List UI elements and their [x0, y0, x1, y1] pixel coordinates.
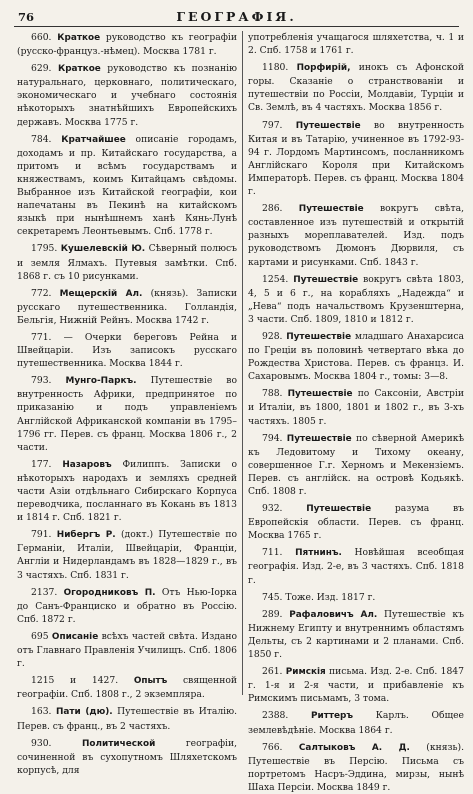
entry-number: 289. — [262, 608, 283, 620]
entry-text: вокругъ свѣта, составленное изъ путешествій и открытій разныхъ мореплавателей. Изд. подъ руководствомъ Дюмонъ Дюрвиля, съ картами и рисунками. Спб. 1843 г. — [248, 203, 464, 268]
page-title: ГЕОГРАФІЯ. — [176, 9, 297, 24]
left-column — [17, 31, 238, 776]
entry-text: всѣхъ частей свѣта. Издано отъ Главнаго Правленія Училищъ. Спб. 1806 г. — [17, 630, 238, 670]
entry-keyword: Кушелевскій Ю. — [60, 244, 146, 255]
entry-keyword: Пятнинъ. — [295, 548, 342, 559]
entry-number: 1254. — [262, 273, 289, 285]
catalog-entry — [17, 586, 237, 626]
entry-number: 261. — [262, 666, 283, 678]
continued-entry-text: употребленія учащагося шляхетства, ч. 1 и 2. Спб. 1758 и 1761 г. — [248, 32, 464, 57]
entry-number: 794. — [262, 432, 283, 444]
entry-number: 2137. — [31, 586, 58, 598]
catalog-entry — [248, 665, 464, 705]
catalog-entry — [248, 119, 464, 199]
entry-text: по Саксоніи, Австріи и Италіи, въ 1800, 1801 и 1802 г., въ 3-хъ частяхъ. 1805 г. — [248, 388, 464, 427]
entry-keyword: Путешествіе — [293, 274, 359, 285]
entry-text: (князь). Записки русскаго путешественника. Голландія, Бельгія, Нижній Рейнъ. Москва 1742 г. — [17, 287, 237, 326]
entry-number: 745. — [262, 591, 283, 603]
entry-number: 286. — [262, 203, 283, 215]
column-divider — [242, 31, 243, 695]
entry-keyword: Порфирій, — [296, 63, 351, 74]
entry-keyword: Салтыковъ А. Д. — [298, 742, 410, 753]
catalog-entry — [17, 458, 237, 524]
catalog-entry — [248, 273, 464, 326]
catalog-entry — [248, 202, 464, 268]
entry-text: по сѣверной Америкѣ къ Ледовитому и Тихому океану, совершенное Г.г. Херномъ и Мекензіемъ. Перев. съ англійск. на островѣ Кодьякѣ. Спб. 1808 г. — [248, 432, 464, 497]
entry-keyword: Кратчайшее — [61, 134, 126, 145]
catalog-entry — [248, 709, 464, 736]
entry-keyword: Мунго-Паркъ. — [65, 376, 137, 387]
entry-text: письма. Изд. 2-е. Спб. 1847 г. 1-я и 2-я части, и прибавленіе къ Римскимъ письмамъ, 3 тома. — [248, 666, 464, 705]
entry-text: (докт.) Путешествіе по Германіи, Италіи, Швейцаріи, Франціи, Англіи и Нидерландамъ въ 1828—1829 г., въ 3 частяхъ. Спб. 1831 г. — [17, 529, 238, 581]
entry-text: руководство къ познанію натуральнаго, церковнаго, политическаго, экономическаго и учебнаго состоянія нѣкоторыхъ знатнѣйшихъ Европейскихъ державъ. Москва 1775 г. — [17, 63, 237, 128]
entry-number: 2388. — [262, 710, 289, 722]
catalog-entry — [17, 528, 237, 581]
entry-number: 932. — [262, 503, 283, 515]
catalog-entry — [248, 591, 464, 604]
entry-number: 791. — [31, 529, 52, 541]
entry-number: 711. — [262, 547, 283, 559]
entry-text: вокругъ свѣта 1803, 4, 5 и 6 г., на корабляхъ „Надежда“ и „Нева“ подъ начальствомъ Крузенштерна, 3 части. Спб. 1809, 1810 и 1812 г. — [248, 273, 465, 325]
entry-text: во внутренность Китая и въ Татарію, учиненное въ 1792-93-94 г. Лордомъ Мартинсомъ, посланникомъ Англійскаго Короля при Китайскомъ Императорѣ. Перев. съ франц. Москва 1804 г. — [248, 119, 464, 198]
entry-number: 1795. — [31, 243, 58, 255]
entry-text: — Очерки береговъ Рейна и Швейцаріи. Изъ записокъ русскаго путешественника. Москва 1844 г. — [17, 331, 238, 370]
entry-number: 695 — [31, 630, 49, 642]
entry-text: Отъ Нью-Іорка до Санъ-Франциско и обратно въ Россію. Спб. 1872 г. — [17, 586, 238, 625]
catalog-entry — [17, 374, 237, 454]
catalog-entry — [248, 432, 464, 498]
entry-text: Тоже. Изд. 1817 г. — [285, 591, 376, 603]
entry-text: разума въ Европейскія области. Перев. съ франц. Москва 1765 г. — [248, 503, 464, 542]
entry-keyword: Краткое — [57, 33, 101, 43]
entry-keyword: Описаніе — [51, 631, 99, 642]
catalog-entry — [248, 741, 464, 794]
entry-keyword: Путешествіе — [295, 120, 361, 131]
entry-keyword: Риттеръ — [311, 711, 354, 722]
entry-number: 629. — [31, 63, 52, 75]
catalog-entry — [17, 331, 237, 370]
entry-keyword: Краткое — [57, 64, 101, 75]
entry-number: 784. — [31, 133, 52, 145]
entry-number: 660. — [31, 32, 52, 43]
entry-keyword: Мещерскій Ал. — [59, 288, 143, 299]
entry-keyword: Рафаловичъ Ал. — [289, 609, 378, 620]
entry-keyword: Путешествіе — [286, 331, 352, 342]
entry-text: Путешествіе къ Нижнему Египту и внутреннимъ областямъ Дельты, съ 2 картинами и 2 планами. Спб. 1850 г. — [248, 608, 465, 661]
catalog-entry — [17, 630, 237, 670]
entry-text: младшаго Анахарсиса по Греціи въ половинѣ четвертаго вѣка до Рождества Христова. Перев. съ францз. И. Сахаровымъ. Москва 1804 г., томы: 3—8. — [248, 330, 464, 383]
catalog-entry — [17, 705, 237, 732]
entry-text: Карлъ. Общее землевѣдѣніе. Москва 1864 г. — [248, 710, 464, 736]
catalog-entry — [17, 31, 237, 58]
entry-text: Сѣверный полюсъ и земля Ялмахъ. Путевыя замѣтки. Спб. 1868 г. съ 10 рисунками. — [17, 243, 238, 282]
catalog-entry — [248, 546, 464, 586]
entry-text: географіи, сочиненной въ сухопутномъ Шляхетскомъ корпусѣ, для — [17, 737, 237, 776]
entry-keyword: Назаровъ — [62, 459, 112, 470]
running-header — [14, 8, 459, 27]
entry-text: Новѣйшая всеобщая географія. Изд. 2-е, въ 3 частяхъ. Спб. 1818 г. — [248, 547, 465, 586]
entry-keyword: Нибергъ Р. — [56, 530, 116, 541]
entry-text: инокъ съ Афонской горы. Сказаніе о странствованіи и путешествіи по Россіи, Молдавіи, Турціи и Св. Землѣ, въ 4 частяхъ. Москва 1856 г. — [248, 62, 465, 114]
entry-number: 177. — [31, 458, 52, 470]
entry-number: 766. — [262, 741, 283, 753]
entry-number: 793. — [31, 375, 52, 387]
entry-number: 797. — [262, 119, 283, 131]
catalog-entry — [248, 330, 464, 383]
entry-text: (князь). Путешествіе въ Персію. Письма съ портретомъ Насръ-Эддина, мирзы, нынѣ Шаха Персіи. Москва 1849 г. — [248, 741, 465, 793]
entry-keyword: Пати (дю). — [55, 707, 113, 718]
catalog-entry — [248, 502, 464, 542]
entry-keyword: Политической — [82, 738, 156, 749]
catalog-entry — [17, 287, 237, 327]
page-number: 76 — [18, 10, 35, 24]
entry-text: Путешествіе во внутренность Африки, предпринятое по приказанію и подъ управленіемъ Англійской Африканской компаніи въ 1795–1796 гг. Перев. съ франц. Москва 1806 г., 2 части. — [17, 375, 237, 453]
catalog-entry — [248, 61, 464, 114]
catalog-entry — [17, 737, 237, 777]
catalog-entry — [248, 387, 464, 427]
catalog-entry — [17, 62, 237, 128]
entry-keyword: Путешествіе — [306, 504, 372, 515]
catalog-entry — [248, 608, 464, 661]
entry-text: Путешествіе въ Италію. Перев. съ франц., въ 2 частяхъ. — [17, 706, 238, 732]
entry-keyword: Огородниковъ П. — [63, 587, 156, 598]
entry-keyword: Опытъ — [133, 676, 168, 687]
entry-keyword: Римскія — [285, 667, 326, 678]
entry-text: руководство къ географіи (русско-француз.-нѣмец). Москва 1781 г. — [17, 32, 237, 58]
catalog-entry — [17, 242, 237, 282]
entry-text: Филиппъ. Записки о нѣкоторыхъ народахъ и земляхъ средней части Азіи отдѣльнаго Сибирскаго Корпуса переводчика, посланнаго въ Кокань въ 1813 и 1814 г. Спб. 1821 г. — [17, 458, 237, 524]
entry-number: 788. — [262, 388, 283, 400]
entry-number: 928. — [262, 330, 283, 342]
entry-keyword: Путешествіе — [286, 433, 352, 444]
entry-text: священной географіи. Спб. 1808 г., 2 экземпляра. — [17, 675, 237, 701]
entry-keyword: Путешествіе — [298, 204, 364, 215]
catalog-entry — [17, 133, 237, 239]
entry-keyword: Путешествіе — [287, 389, 353, 400]
entry-number: 771. — [31, 331, 52, 343]
entry-number: 1215 и 1427. — [31, 675, 119, 687]
catalog-entry — [17, 674, 237, 701]
entry-text: описаніе городамъ, доходамъ и пр. Китайскаго государства, а притомъ и всѣмъ государствамъ и княжествамъ, коимъ Китайцамъ свѣдомы. Выбранное изъ Китайской географіи, кои напечатаны въ Пекинѣ на китайскомъ языкѣ при нынѣшнемъ ханѣ Кянь-Лунѣ секретаремъ Леонтьевымъ. Спб. 1778 г. — [17, 133, 238, 238]
entry-number: 1180. — [262, 62, 289, 74]
entry-number: 163. — [31, 706, 52, 718]
entry-number: 930. — [31, 737, 52, 749]
entry-number: 772. — [31, 287, 52, 299]
right-column — [248, 31, 465, 793]
